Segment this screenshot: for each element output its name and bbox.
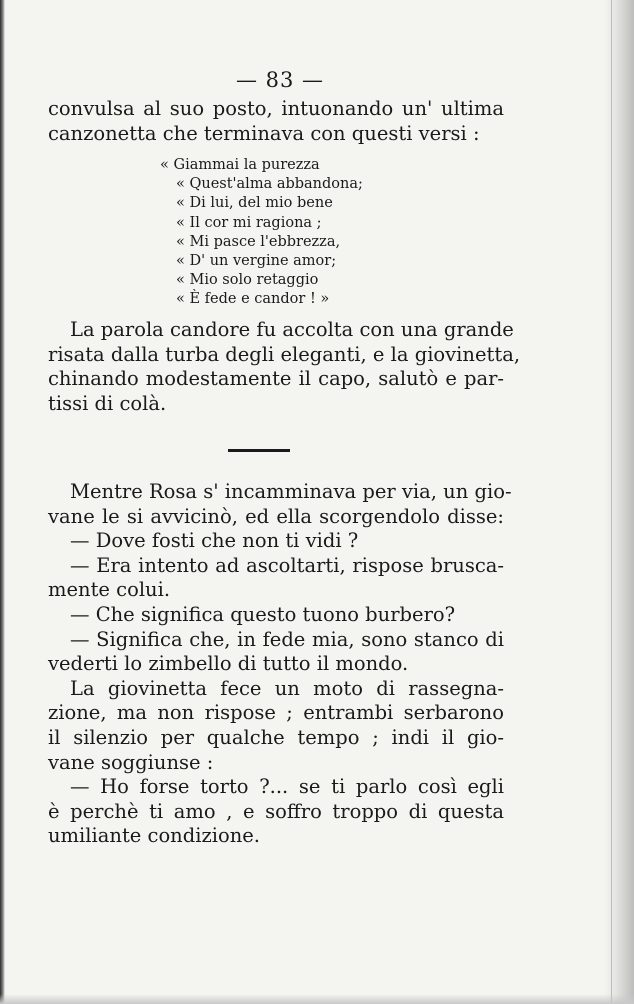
- page-number: — 83 —: [235, 68, 325, 92]
- text-line: — Ho forse torto ?... se ti parlo così egli: [70, 775, 504, 799]
- text-line: convulsa al suo posto, intuonando un' ultima: [48, 97, 504, 120]
- text-line: risata dalla turba degli eleganti, e la giovinetta,: [48, 342, 521, 366]
- poem-line: « Mio solo retaggio: [176, 272, 319, 289]
- text-line: Mentre Rosa s' incamminava per via, un gio-: [70, 480, 512, 503]
- paragraph-dialogue: [48, 480, 512, 849]
- text-line: vane le si avvicinò, ed ella scorgendolo disse:: [48, 504, 504, 528]
- text-line: La giovinetta fece un moto di rassegna-: [70, 676, 504, 700]
- page-left-edge: [0, 0, 5, 1004]
- page-fold-line: [611, 0, 612, 1004]
- poem-line: « Di lui, del mio bene: [176, 195, 333, 212]
- poem-line: « Il cor mi ragiona ;: [176, 214, 322, 231]
- text-line: — Era intento ad ascoltarti, rispose brusca-: [70, 553, 504, 577]
- text-line: vane soggiunse :: [48, 750, 214, 774]
- text-line: tissi di colà.: [48, 391, 167, 415]
- text-line: — Significa che, in fede mia, sono stanco di: [70, 627, 504, 651]
- text-line: mente colui.: [48, 578, 171, 602]
- page-right-edge: [604, 0, 634, 1004]
- text-line: — Che significa questo tuono burbero?: [70, 602, 456, 626]
- text-line: zione, ma non rispose ; entrambi serbarono: [48, 701, 504, 725]
- text-line: è perchè ti amo , e soffro troppo di questa: [48, 799, 504, 823]
- section-separator: [228, 449, 290, 452]
- text-line: La parola candore fu accolta con una grande: [70, 318, 514, 341]
- text-line: vederti lo zimbello di tutto il mondo.: [48, 652, 409, 676]
- page-bottom-edge: [0, 994, 634, 1004]
- poem-line: « Giammai la purezza: [160, 157, 320, 173]
- text-line: il silenzio per qualche tempo ; indi il gio-: [48, 725, 504, 749]
- poem-line: « Quest'alma abbandona;: [176, 176, 363, 193]
- poem-verses: [160, 156, 363, 310]
- text-line: — Dove fosti che non ti vidi ?: [70, 529, 359, 553]
- opening-paragraph: [48, 97, 504, 146]
- poem-line: « È fede e candor ! »: [176, 291, 330, 308]
- poem-line: « D' un vergine amor;: [176, 253, 337, 270]
- text-line: chinando modestamente il capo, salutò e par-: [48, 367, 504, 391]
- paragraph-candore: [48, 318, 521, 416]
- text-line: umiliante condizione.: [48, 824, 261, 848]
- poem-line: « Mi pasce l'ebbrezza,: [176, 233, 341, 250]
- text-line: canzonetta che terminava con questi versi :: [48, 121, 480, 145]
